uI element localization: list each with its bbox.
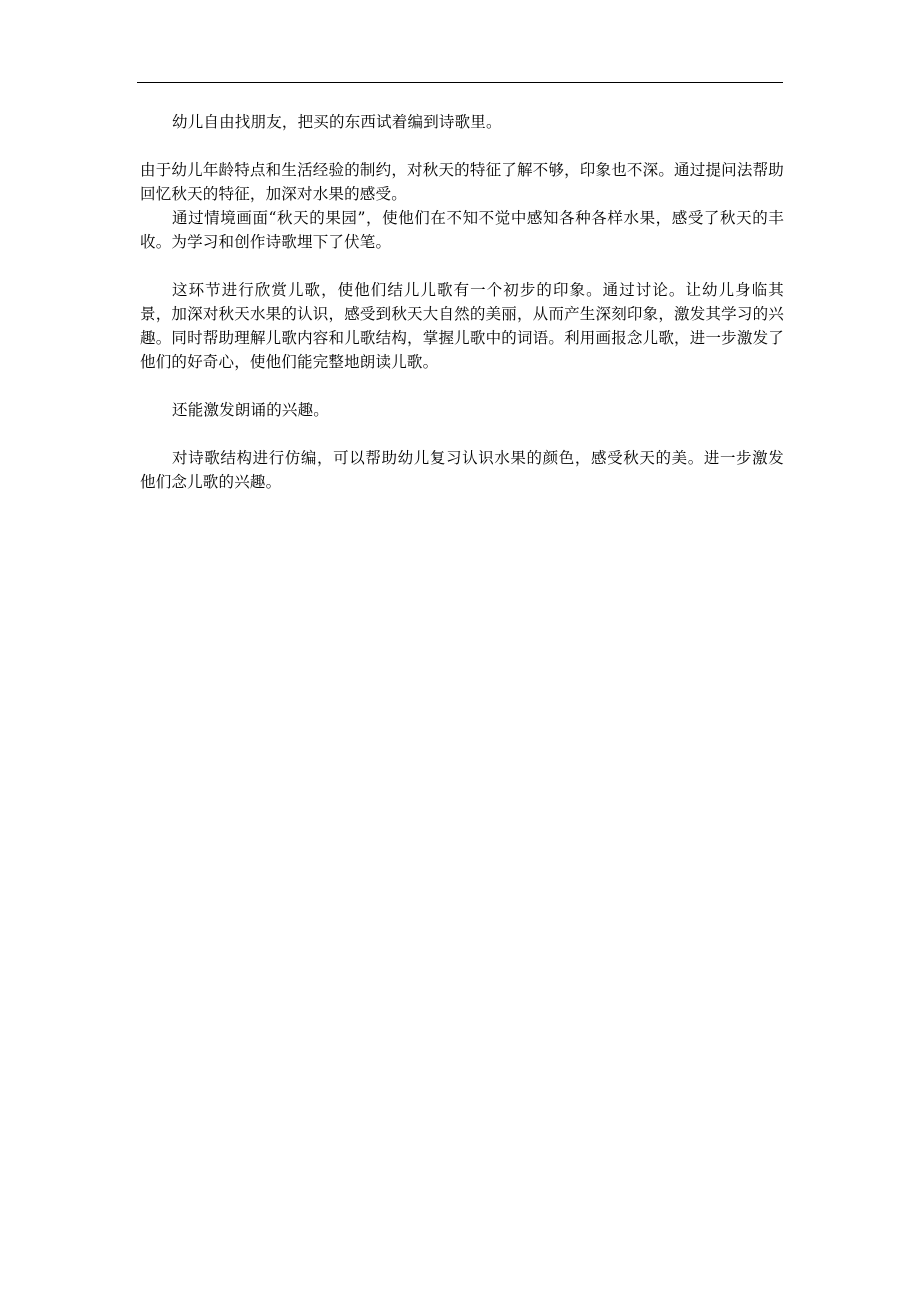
paragraph-6: 对诗歌结构进行仿编，可以帮助幼儿复习认识水果的颜色，感受秋天的美。进一步激发他们念儿歌的兴趣。 <box>140 449 784 491</box>
paragraph-2: 由于幼儿年龄特点和生活经验的制约，对秋天的特征了解不够，印象也不深。通过提问法帮助回忆秋天的特征，加深对水果的感受。 <box>140 161 784 203</box>
header-rule <box>137 82 783 83</box>
document-body <box>140 110 784 494</box>
paragraph-3: 通过情境画面“秋天的果园”，使他们在不知不觉中感知各种各样水果，感受了秋天的丰收。为学习和创作诗歌埋下了伏笔。 <box>140 209 784 251</box>
paragraph-1: 幼儿自由找朋友，把买的东西试着编到诗歌里。 <box>172 113 502 131</box>
paragraph-5: 还能激发朗诵的兴趣。 <box>172 401 330 419</box>
paragraph-4: 这环节进行欣赏儿歌，使他们结儿儿歌有一个初步的印象。通过讨论。让幼儿身临其景，加深对秋天水果的认识，感受到秋天大自然的美丽，从而产生深刻印象，激发其学习的兴趣。同时帮助理解儿歌内容和儿歌结构，掌握儿歌中的词语。利用画报念儿歌，进一步激发了他们的好奇心，使他们能完整地朗读儿歌。 <box>140 281 784 371</box>
